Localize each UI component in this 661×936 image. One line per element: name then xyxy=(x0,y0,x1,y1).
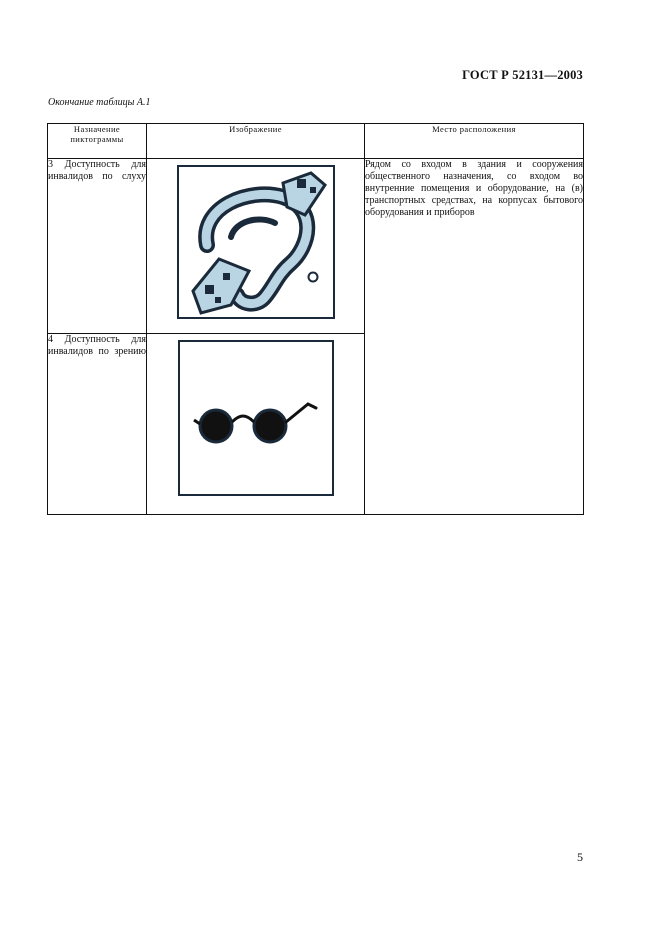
image-cell xyxy=(147,159,365,334)
page-number: 5 xyxy=(577,850,583,864)
table-caption: Окончание таблицы А.1 xyxy=(48,97,151,108)
pictogram-table xyxy=(47,123,584,515)
purpose-cell: 4 Доступность для инвалидов по зрению xyxy=(48,334,147,515)
column-header-location: Место расположения xyxy=(365,124,584,159)
pictogram-frame xyxy=(177,165,335,319)
purpose-cell: 3 Доступность для инвалидов по слуху xyxy=(48,159,147,334)
pictogram-frame xyxy=(178,340,334,496)
location-cell: Рядом со входом в здания и сооружения общественного назначения, со входом во внутренние помещения и оборудование, на (в) транспортных средствах, на корпусах бытового оборудования и приборов xyxy=(365,159,584,515)
image-cell xyxy=(147,334,365,515)
vision-impaired-glasses-icon xyxy=(180,342,332,494)
table-row xyxy=(48,159,584,334)
column-header-image: Изображение xyxy=(147,124,365,159)
table-header-row xyxy=(48,124,584,159)
hearing-impaired-icon xyxy=(179,167,333,317)
column-header-purpose: Назначение пиктограммы xyxy=(48,124,147,159)
document-standard-code: ГОСТ Р 52131—2003 xyxy=(462,68,583,82)
